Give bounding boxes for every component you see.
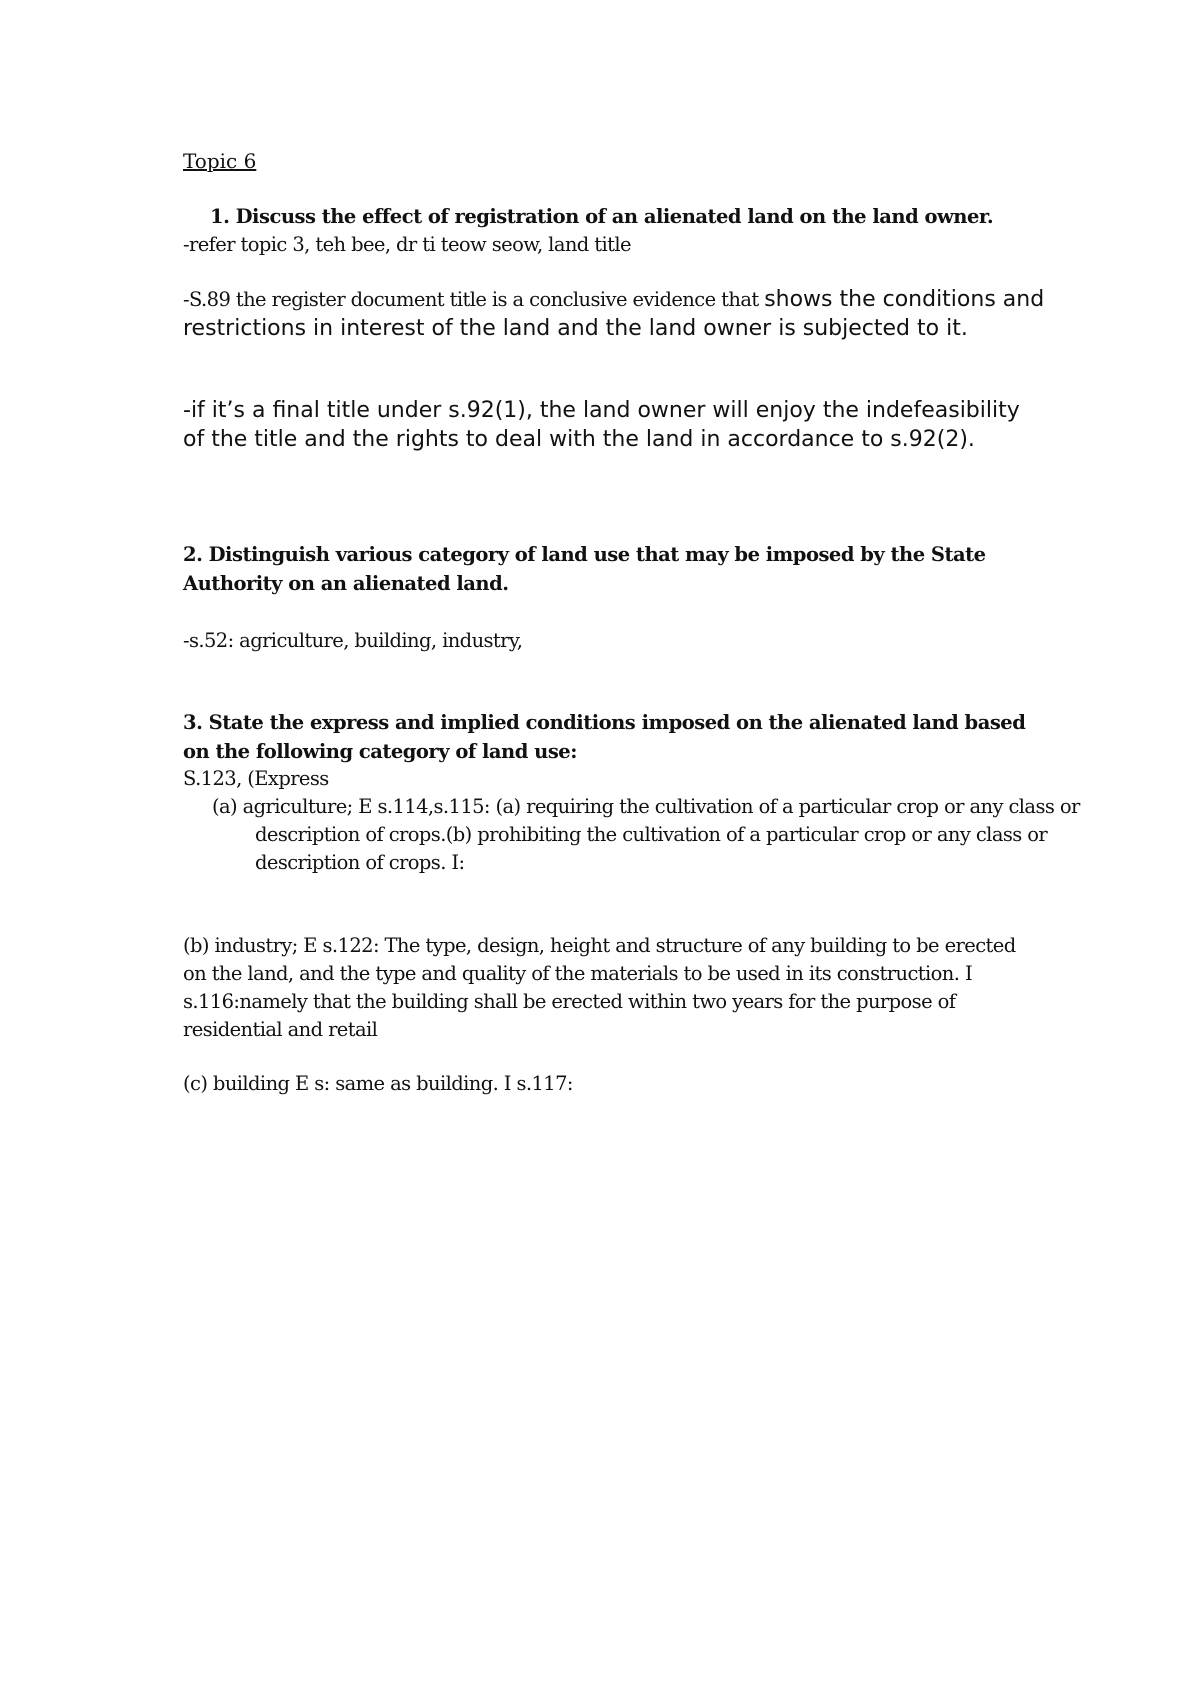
q1-reference-note: -refer topic 3, teh bee, dr ti teow seow, land title bbox=[183, 233, 631, 256]
q3-intro: S.123, (Express bbox=[183, 767, 329, 790]
q1-s89-serif-text: -S.89 the register document title is a conclusive evidence that bbox=[183, 288, 765, 311]
q3-item-a: (a) agriculture; E s.114,s.115: (a) requiring the cultivation of a particular crop or any class or description of crops.(b) prohibiting the cultivation of a particular crop or any class or description of crops. I: bbox=[212, 795, 1080, 874]
question-3: 3. State the express and implied conditions imposed on the alienated land based on the following category of land use: bbox=[183, 711, 1026, 763]
q1-s89-paragraph bbox=[183, 285, 1048, 343]
topic-heading: Topic 6 bbox=[183, 149, 257, 173]
q2-answer: -s.52: agriculture, building, industry, bbox=[183, 629, 523, 652]
q1-s92-paragraph: -if it’s a final title under s.92(1), the land owner will enjoy the indefeasibility of the title and the rights to deal with the land in accordance to s.92(2). bbox=[183, 398, 1020, 452]
q3-item-c: (c) building E s: same as building. I s.117: bbox=[183, 1072, 573, 1095]
question-1: 1. Discuss the effect of registration of an alienated land on the land owner. bbox=[210, 205, 994, 228]
question-2: 2. Distinguish various category of land use that may be imposed by the State Authority on an alienated land. bbox=[183, 543, 986, 595]
q3-item-b: (b) industry; E s.122: The type, design, height and structure of any building to be erected on the land, and the type and quality of the materials to be used in its construction. I s.116:namely that the building shall be erected within two years for the purpose of residential and retail bbox=[183, 934, 1016, 1041]
q1-s89-sans-text: shows the conditions and restrictions in interest of the land and the land owner is subjected to it. bbox=[183, 287, 1045, 341]
